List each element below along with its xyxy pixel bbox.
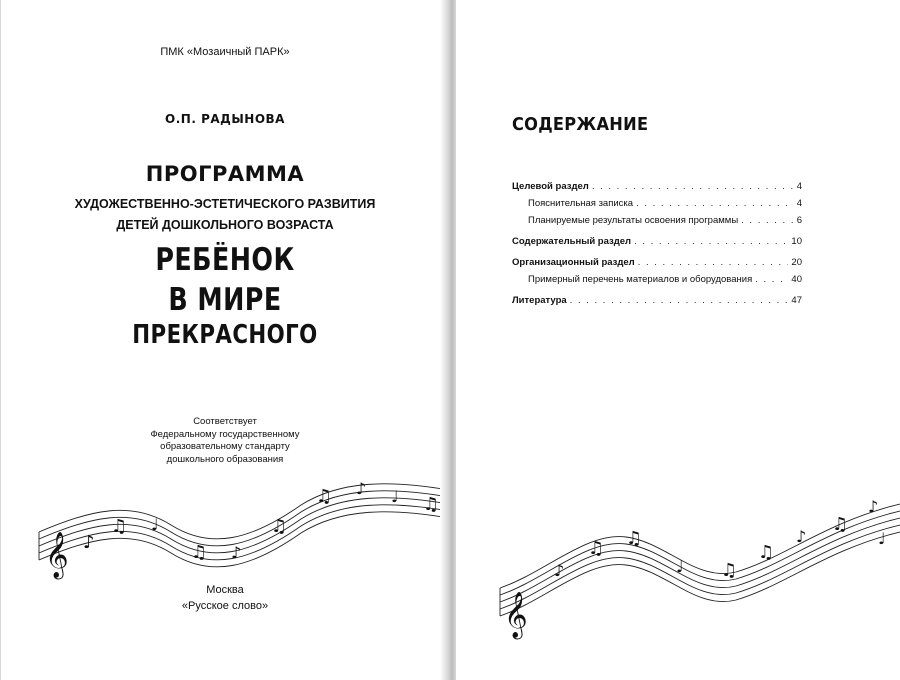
toc-entry-label: Целевой раздел — [512, 181, 589, 192]
music-staff-decoration — [496, 492, 900, 642]
music-note-icon: ♫ — [721, 560, 738, 581]
toc-entry-page: 20 — [791, 257, 802, 268]
music-note-icon: ♪ — [83, 532, 95, 553]
music-note-icon: ♫ — [423, 494, 440, 515]
conformity-line: образовательному стандарту — [160, 441, 290, 452]
program-subtitle — [1, 194, 448, 236]
toc-entry-label: Примерный перечень материалов и оборудования — [528, 274, 753, 285]
music-note-icon: ♫ — [758, 542, 775, 563]
contents-page — [456, 0, 900, 680]
toc-leader-dots — [634, 236, 788, 247]
music-note-icon: ♩ — [151, 515, 159, 534]
music-note-icon: ♫ — [832, 514, 849, 535]
staff-lines — [39, 484, 448, 567]
subtitle-line: ДЕТЕЙ ДОШКОЛЬНОГО ВОЗРАСТА — [116, 218, 334, 232]
music-note-icon: ♩ — [676, 557, 684, 576]
music-note-icon: ♪ — [231, 543, 242, 562]
subtitle-line: ХУДОЖЕСТВЕННО-ЭСТЕТИЧЕСКОГО РАЗВИТИЯ — [74, 197, 376, 211]
table-of-contents — [512, 181, 802, 312]
music-note-icon: ♩ — [391, 487, 399, 506]
toc-entry-page: 6 — [796, 215, 802, 226]
music-note-icon: ♫ — [271, 516, 288, 537]
music-note-icon: ♪ — [868, 497, 879, 516]
publisher-name: «Русское слово» — [181, 600, 269, 612]
author-name: О.П. РАДЫНОВА — [165, 112, 285, 126]
music-notes — [554, 497, 886, 581]
toc-leader-dots — [592, 181, 794, 192]
toc-entry[interactable] — [512, 295, 802, 312]
treble-clef-icon: 𝄞 — [504, 592, 528, 638]
publisher-line: ПМК «Мозаичный ПАРК» — [160, 46, 290, 58]
conformity-line: Соответствует — [193, 416, 257, 427]
toc-entry[interactable] — [512, 198, 802, 215]
music-notes — [83, 479, 439, 563]
music-note-icon: ♫ — [588, 538, 605, 559]
city-name: Москва — [206, 584, 244, 596]
music-note-icon: ♪ — [356, 479, 367, 498]
toc-entry-page: 10 — [791, 236, 802, 247]
toc-entry-page: 40 — [791, 274, 802, 285]
toc-leader-dots — [741, 215, 794, 226]
toc-entry[interactable] — [512, 274, 802, 291]
music-note-icon: ♪ — [554, 561, 565, 580]
toc-entry-label: Планируемые результаты освоения программы — [528, 215, 739, 226]
toc-entry-label: Литература — [512, 295, 567, 306]
toc-leader-dots — [570, 295, 789, 306]
imprint — [1, 582, 448, 614]
toc-entry[interactable] — [512, 236, 802, 253]
title-page — [0, 0, 448, 680]
conformity-line: Федеральному государственному — [150, 428, 300, 440]
toc-entry-page: 4 — [796, 181, 802, 192]
music-note-icon: ♪ — [796, 527, 807, 546]
toc-entry-page: 47 — [791, 295, 802, 306]
toc-entry-label: Пояснительная записка — [528, 198, 634, 209]
toc-title: СОДЕРЖАНИЕ — [512, 114, 649, 135]
toc-leader-dots — [755, 274, 788, 285]
music-note-icon: ♩ — [878, 529, 886, 548]
treble-clef-icon: 𝄞 — [45, 532, 69, 578]
book-title-line: В МИРЕ — [168, 282, 282, 318]
music-note-icon: ♫ — [626, 528, 643, 549]
music-note-icon: ♫ — [316, 486, 333, 507]
standard-conformity-note — [1, 416, 448, 466]
toc-entry-page: 4 — [796, 198, 802, 209]
music-note-icon: ♫ — [111, 516, 128, 537]
music-staff-decoration — [31, 470, 448, 590]
toc-entry[interactable] — [512, 215, 802, 232]
book-title-line: ПРЕКРАСНОГО — [132, 320, 318, 350]
toc-entry[interactable] — [512, 257, 802, 274]
toc-entry[interactable] — [512, 181, 802, 198]
program-label: ПРОГРАММА — [145, 162, 305, 186]
toc-leader-dots — [636, 198, 794, 209]
toc-entry-label: Содержательный раздел — [512, 236, 632, 247]
book-title-line: РЕБЁНОК — [155, 242, 295, 278]
toc-entry-label: Организационный раздел — [512, 257, 635, 268]
toc-leader-dots — [638, 257, 789, 268]
conformity-line: дошкольного образования — [166, 453, 284, 465]
music-note-icon: ♫ — [191, 542, 208, 563]
